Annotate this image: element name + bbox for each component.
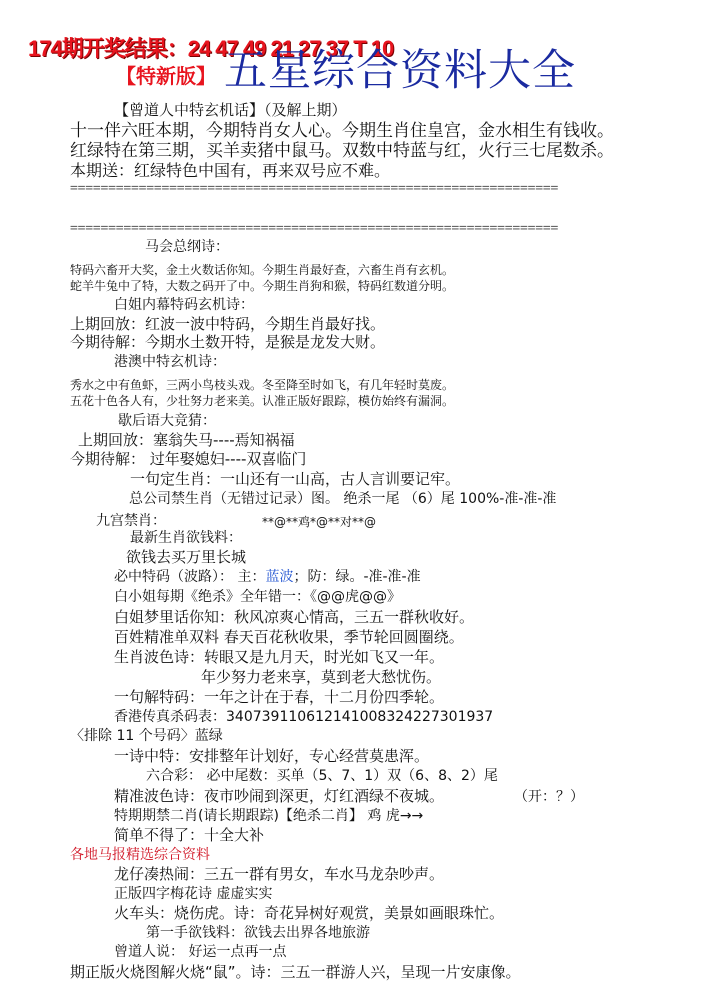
baijie-line-2: 今期待解：今期水土数开特，是猴是龙发大财。: [70, 333, 386, 351]
diyishou-line: 第一手欲钱料：欲钱去出界各地旅游: [146, 925, 370, 941]
huoche-line: 火车头：烧伤虎。诗：奇花异树好观赏，美景如画眼珠忙。: [114, 904, 505, 922]
yiju-shengxiao: 一句定生肖：一山还有一山高，古人言训要记牢。: [130, 470, 461, 488]
xiehouyu-title: 歇后语大竞猜：: [118, 413, 216, 429]
jiugong-value: **@**鸡*@**对**@: [262, 515, 377, 529]
baixing-line: 百姓精准单双料 春天百花秋收果，季节轮回圆圈绕。: [114, 628, 464, 646]
divider-rule: ================================================================: [70, 181, 559, 196]
zuixin-title: 最新生肖欲钱料：: [130, 530, 242, 546]
mahui-line-1: 特码六畜开大奖，金土火数话你知。今期生肖最好查，六畜生肖有玄机。: [70, 263, 455, 277]
baijie-title: 白姐内幕特码玄机诗：: [114, 297, 254, 313]
zengdao-title: 【曾道人中特玄机话】（及解上期）: [114, 101, 347, 119]
longzai-line: 龙仔凑热闹：三五一群有男女，车水马龙杂吵声。: [114, 865, 445, 883]
liuhecai-line: 六合彩： 必中尾数：买单（5、7、1）双（6、8、2）尾: [146, 768, 498, 784]
bizhong-rest: ；防：绿。-准-准-准: [293, 569, 421, 585]
techi-line: 特期期禁二肖(请长期跟踪)【绝杀二肖】 鸡 虎→→: [114, 808, 424, 824]
gedi-title: 各地马报精选综合资料: [70, 847, 210, 863]
bizhong-blue: 蓝波: [265, 569, 294, 585]
draw-result-banner: 174期开奖结果：24 47 49 21 27 37 T 10: [28, 36, 394, 61]
shengxiao-bose-line: 生肖波色诗：转眼又是九月天，时光如飞又一年。: [114, 648, 445, 666]
gangao-line-1: 秀水之中有鱼虾，三两小鸟枝头戏。冬至降至时如飞，有几年轻时莫废。: [70, 378, 455, 392]
mahui-title: 马会总纲诗：: [145, 239, 229, 255]
baijie-line-1: 上期回放：红波一波中特码，今期生肖最好找。: [70, 315, 386, 333]
qi-zhengban-line: 期正版火烧图解火烧“鼠”。诗：三五一群游人兴，呈现一片安康像。: [70, 963, 521, 981]
zonggongsi-jinshengxiao: 总公司禁生肖（无错过记录）图。 绝杀一尾 （6）尾 100%-准-准-准: [129, 491, 557, 507]
shengxiao-bose-line-2: 年少努力老来享，莫到老大愁忧伤。: [201, 668, 442, 686]
gangao-line-2: 五花十色各人有，少壮努力老来美。认准正版好跟踪，模仿始终有漏洞。: [70, 394, 455, 408]
zuixin-line-1: 欲钱去买万里长城: [126, 548, 247, 566]
gangao-title: 港澳中特玄机诗：: [114, 354, 226, 370]
yishi-line: 一诗中特：安排整年计划好，专心经营莫患浑。: [114, 747, 430, 765]
jiugong-label: 九宫禁肖：: [96, 513, 166, 529]
baijie-meng-line: 白姐梦里话你知：秋风凉爽心情高，三五一群秋收好。: [114, 608, 475, 626]
jingzhun-bose-line: 精准波色诗：夜市吵闹到深更，灯红酒绿不夜城。: [114, 787, 445, 805]
zhengban-line: 正版四字梅花诗 虚虚实实: [114, 886, 273, 902]
mahui-line-2: 蛇羊牛兔中了特，大数之码开了中。今期生肖狗和猴，特码红数道分明。: [70, 279, 455, 293]
xianggang-line: 香港传真杀码表：340739110612141008324227301937: [114, 709, 494, 725]
page-title: 五星综合资料大全: [224, 46, 576, 96]
xiehouyu-line-2: 今期待解： 过年娶媳妇----双喜临门: [70, 450, 307, 468]
jiandan-line: 简单不得了：十全大补: [114, 826, 265, 844]
jingzhun-kai: （开：？）: [514, 789, 584, 805]
baixiaojie-line: 白小姐每期《绝杀》全年错一：《@@虎@@》: [114, 589, 401, 605]
yijujie-line: 一句解特码：一年之计在于春，十二月份四季轮。: [114, 688, 445, 706]
divider-rule: ================================================================: [70, 221, 559, 236]
edition-label: 【特新版】: [116, 64, 216, 88]
zengdao-line-1: 十一伴六旺本期，今期特肖女人心。今期生肖住皇宫，金水相生有钱收。: [70, 121, 614, 141]
paichu-line: 〈排除 11 个号码〉蓝绿: [70, 728, 223, 744]
xiehouyu-line-1: 上期回放：塞翁失马----焉知祸福: [78, 431, 295, 449]
bizhong-main: 主：: [237, 569, 266, 585]
zengdao-shuo-line: 曾道人说： 好运一点再一点: [114, 944, 287, 960]
zengdao-line-3: 本期送：红绿特色中国有，再来双号应不难。: [70, 161, 391, 180]
bizhong-label: 必中特码（波路）：: [114, 569, 233, 585]
zengdao-line-2: 红绿特在第三期，买羊卖猪中鼠马。双数中特蓝与红，火行三七尾数杀。: [70, 141, 614, 161]
bizhong-line: [114, 570, 421, 584]
